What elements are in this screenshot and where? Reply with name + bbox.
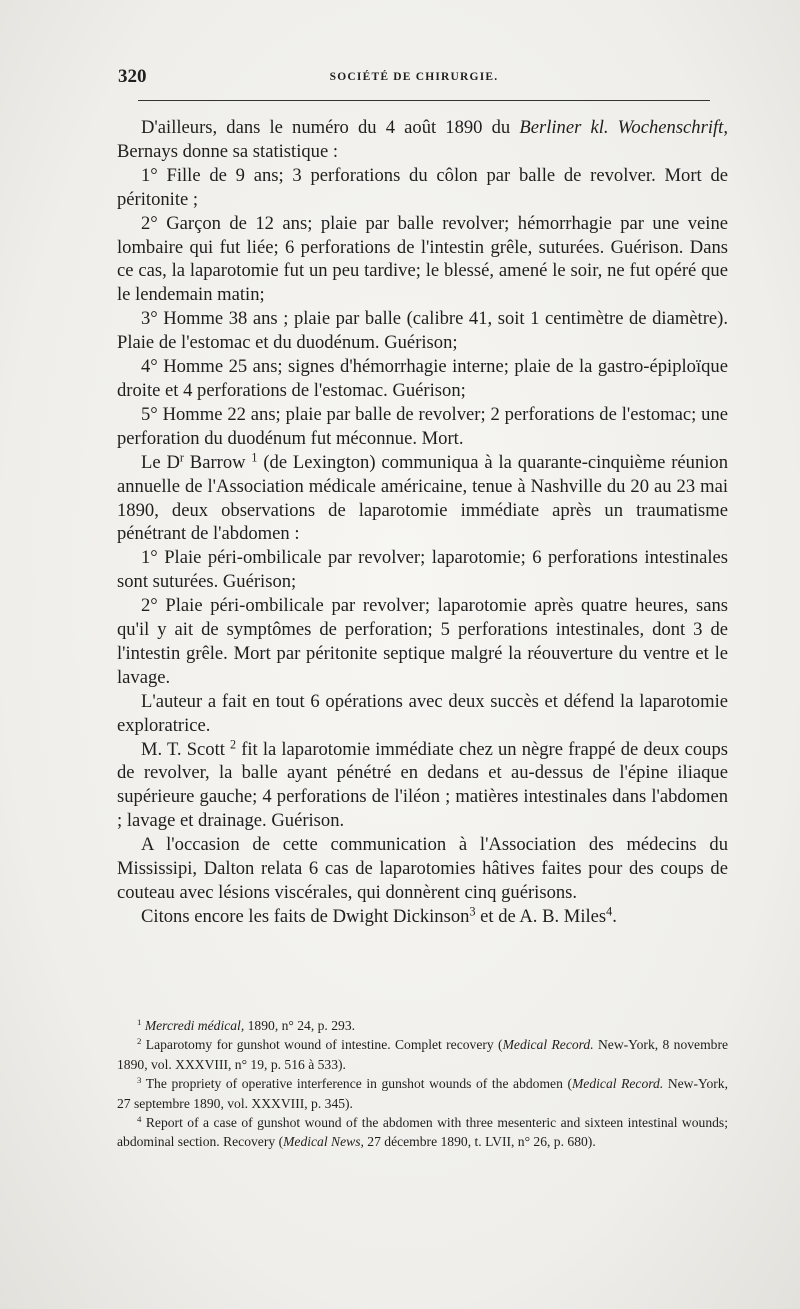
header-rule: [138, 100, 710, 101]
footnote-ref: 2: [230, 736, 237, 751]
case-item: 2° Garçon de 12 ans; plaie par balle revolver; hémorrhagie par une veine lombaire qui fut liée; 6 perforations de l'intestin grêle, suturées. Guérison. Dans ce cas, la laparotomie fut un peu tardive; le blessé, amené le soir, ne fut opéré que le lendemain matin;: [117, 212, 728, 306]
case-item: 4° Homme 25 ans; signes d'hémorrhagie interne; plaie de la gastro-épiploïque droite et 4 perforations de l'estomac. Guérison;: [117, 356, 728, 401]
case-item: 1° Plaie péri-ombilicale par revolver; laparotomie; 6 perforations intestinales sont suturées. Guérison;: [117, 547, 728, 593]
page-number: 320: [118, 66, 147, 87]
case-item: 5° Homme 22 ans; plaie par balle de revolver; 2 perforations de l'estomac; une perforation du duodénum fut méconnue. Mort.: [117, 403, 728, 449]
footnote: $^1$ Mercredi médical, 1890, n° 24, p. 293.: [137, 1017, 356, 1033]
page-header: [118, 66, 710, 88]
case-item: 2° Plaie péri-ombilicale par revolver; laparotomie après quatre heures, sans qu'il y ait de symptômes de perforation; 5 perforations intestinales, dont 3 de l'intestin grêle. Mort par péritonite septique malgré la réouverture du ventre et le lavage.: [117, 595, 728, 688]
footnote-ref: 1: [251, 450, 258, 465]
paragraph-citons: Citons encore les faits de Dwight Dickinson$^3$ et de A. B. Miles$^4$.: [141, 904, 617, 927]
footnote-ref: 4: [606, 904, 613, 919]
paragraph-scott: M. T. Scott $^2$ fit la laparotomie immédiate chez un nègre frappé de deux coups de revolver, la balle ayant pénétré en dedans et au-dessus de l'épine iliaque supérieure gauche; 4 perforations de l'iléon ; matières intestinales dans l'abdomen ; lavage et drainage. Guérison.: [117, 736, 728, 832]
paragraph-intro: D'ailleurs, dans le numéro du 4 août 1890 du Berliner kl. Wochenschrift, Bernays donne sa statistique :: [117, 117, 728, 162]
footnote: $^3$ The propriety of operative interference in gunshot wounds of the abdomen (Medical Record. New-York, 27 septembre 1890, vol. XXXVIII, p. 345).: [117, 1075, 728, 1111]
footnote-ref: 3: [469, 904, 476, 919]
footnotes: [117, 1016, 728, 1152]
case-item: 3° Homme 38 ans ; plaie par balle (calibre 41, soit 1 centimètre de diamètre). Plaie de l'estomac et du duodénum. Guérison;: [117, 308, 728, 354]
paragraph: A l'occasion de cette communication à l'Association des médecins du Mississipi, Dalton relata 6 cas de laparotomies hâtives faites pour des coups de couteau avec lésions viscérales, qui donnèrent cinq guérisons.: [117, 834, 728, 903]
running-title: SOCIÉTÉ DE CHIRURGIE.: [329, 71, 499, 83]
body-text: [117, 116, 728, 929]
footnote: $^4$ Report of a case of gunshot wound of the abdomen with three mesenteric and sixteen intestinal wounds; abdominal section. Recovery (Medical News, 27 décembre 1890, t. LVII, n° 26, p. 680).: [117, 1114, 728, 1150]
case-item: 1° Fille de 9 ans; 3 perforations du côlon par balle de revolver. Mort de péritonite ;: [117, 164, 728, 210]
paragraph-barrow: Le $D^r$ Barrow $^1$ (de Lexington) communiqua à la quarante-cinquième réunion annuelle de l'Association médicale américaine, tenue à Nashville du 20 au 23 mai 1890, deux observations de laparotomie immédiate après un traumatisme pénétrant de l'abdomen :: [117, 450, 729, 545]
paragraph: L'auteur a fait en tout 6 opérations avec deux succès et défend la laparotomie exploratrice.: [117, 690, 728, 736]
footnote: $^2$ Laparotomy for gunshot wound of intestine. Complet recovery (Medical Record. New-York, 8 novembre 1890, vol. XXXVIII, n° 19, p. 516 à 533).: [117, 1036, 729, 1072]
